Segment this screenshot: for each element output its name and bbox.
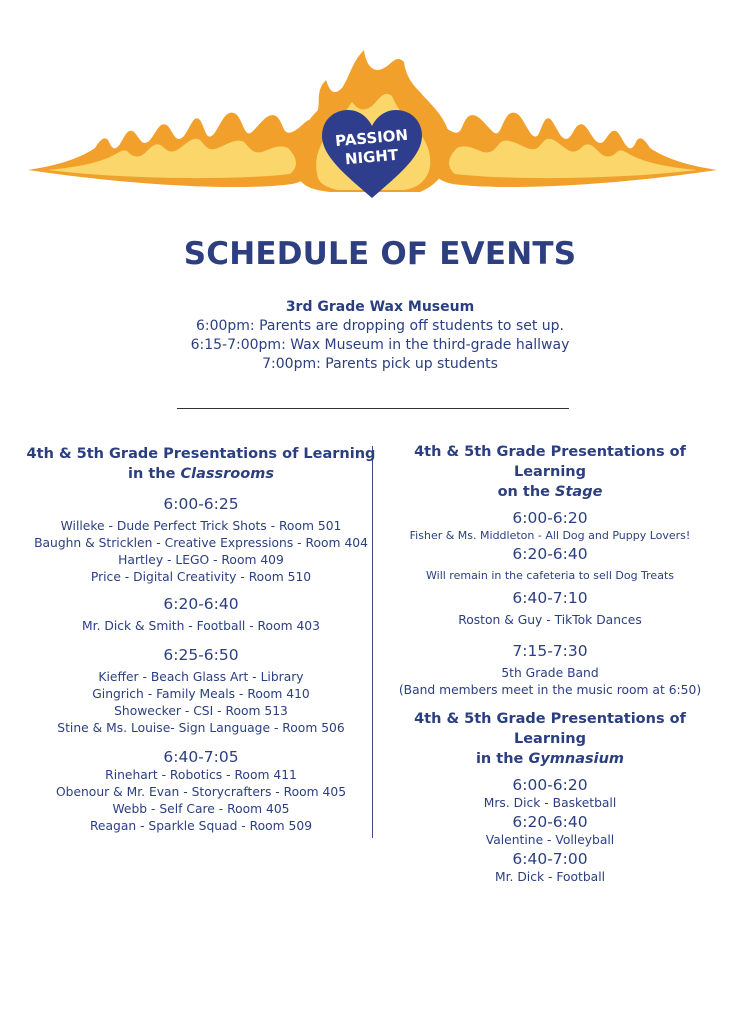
location-label: Stage — [555, 484, 603, 500]
list-item: (Band members meet in the music room at 6:50) — [398, 683, 702, 697]
time-slot: 6:00-6:25 — [163, 495, 239, 513]
page-title: SCHEDULE OF EVENTS — [183, 236, 577, 272]
flaming-heart-icon — [0, 40, 745, 205]
time-slot: 6:40-7:05 — [163, 748, 239, 766]
list-item: Rinehart - Robotics - Room 411 — [105, 768, 297, 782]
list-item: Reagan - Sparkle Squad - Room 509 — [89, 819, 313, 833]
list-item: 5th Grade Band — [501, 666, 599, 680]
list-item: Stine & Ms. Louise- Sign Language - Room 506 — [57, 721, 345, 735]
time-slot: 6:25-6:50 — [163, 646, 239, 664]
wax-museum-line: 7:00pm: Parents pick up students — [262, 356, 498, 372]
stage-heading: 4th & 5th Grade Presentations of Learning on the Stage — [414, 444, 686, 500]
gymnasium-section — [380, 709, 720, 886]
list-item: Will remain in the cafeteria to sell Dog Treats — [426, 569, 674, 582]
wax-museum-section — [0, 298, 745, 374]
logo-text-passion: PASSION — [334, 125, 409, 151]
list-item: Roston & Guy - TikTok Dances — [458, 613, 642, 627]
time-slot: 6:20-6:40 — [512, 813, 588, 831]
time-slot: 6:40-7:00 — [512, 850, 588, 868]
list-item: Gingrich - Family Meals - Room 410 — [92, 687, 310, 701]
horizontal-divider — [177, 408, 569, 409]
wax-museum-heading: 3rd Grade Wax Museum — [285, 299, 475, 315]
location-label: Classrooms — [180, 466, 274, 482]
time-slot: 6:20-6:40 — [512, 545, 588, 563]
stage-section — [380, 442, 720, 699]
time-slot: 6:00-6:20 — [512, 509, 588, 527]
list-item: Kieffer - Beach Glass Art - Library — [98, 670, 304, 684]
list-item: Obenour & Mr. Evan - Storycrafters - Room 405 — [55, 785, 347, 799]
list-item: Webb - Self Care - Room 405 — [112, 802, 290, 816]
list-item: Hartley - LEGO - Room 409 — [118, 553, 284, 567]
list-item: Mrs. Dick - Basketball — [483, 796, 617, 810]
list-item: Price - Digital Creativity - Room 510 — [90, 570, 312, 584]
list-item: Showecker - CSI - Room 513 — [114, 704, 288, 718]
time-slot: 6:00-6:20 — [512, 776, 588, 794]
gymnasium-heading: 4th & 5th Grade Presentations of Learning in the Gymnasium — [414, 711, 686, 767]
list-item: Fisher & Ms. Middleton - All Dog and Puppy Lovers! — [409, 529, 691, 542]
wax-museum-line: 6:15-7:00pm: Wax Museum in the third-grade hallway — [190, 337, 570, 353]
list-item: Valentine - Volleyball — [485, 833, 615, 847]
passion-night-banner — [0, 40, 745, 205]
list-item: Baughn & Stricklen - Creative Expressions - Room 404 — [34, 536, 368, 550]
wax-museum-line: 6:00pm: Parents are dropping off students to set up. — [195, 318, 565, 334]
logo-text-night: NIGHT — [344, 145, 399, 169]
time-slot: 6:20-6:40 — [163, 595, 239, 613]
list-item: Mr. Dick - Football — [494, 870, 606, 884]
time-slot: 6:40-7:10 — [512, 589, 588, 607]
time-slot: 7:15-7:30 — [512, 642, 588, 660]
classrooms-section — [20, 444, 382, 835]
classrooms-heading: 4th & 5th Grade Presentations of Learning in the Classrooms — [26, 446, 376, 482]
list-item: Willeke - Dude Perfect Trick Shots - Room 501 — [60, 519, 342, 533]
stage-gym-column — [380, 442, 720, 886]
list-item: Mr. Dick & Smith - Football - Room 403 — [82, 619, 320, 633]
location-label: Gymnasium — [528, 751, 625, 767]
